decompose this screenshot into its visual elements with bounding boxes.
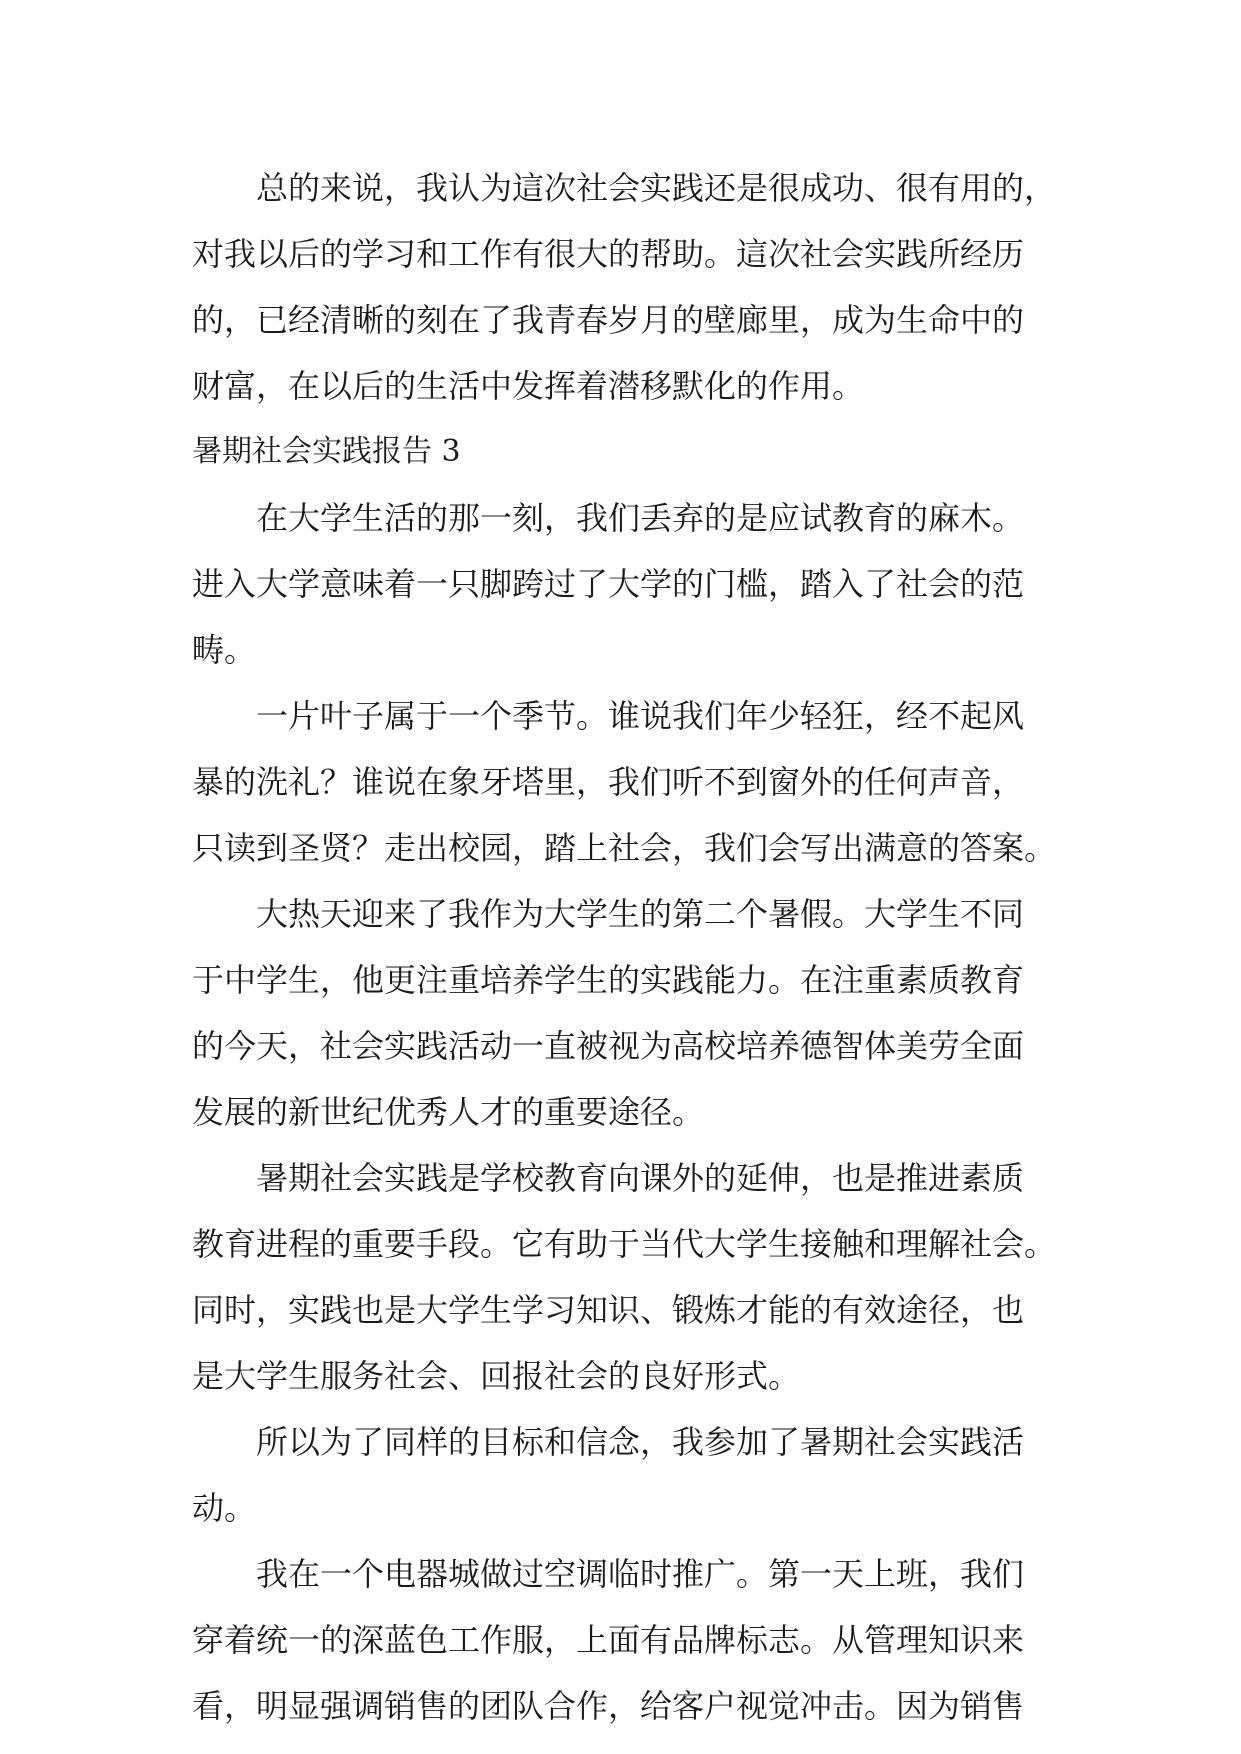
paragraph: [192, 1145, 1057, 1409]
paragraph: [192, 1409, 1052, 1541]
text-line: 发展的新世纪优秀人才的重要途径。: [192, 1093, 705, 1131]
text-line: 暑期社会实践是学校教育向课外的延伸，也是推进素质: [256, 1159, 1025, 1197]
text-line: 只读到圣贤？走出校园，踏上社会，我们会写出满意的答案。: [192, 829, 1057, 867]
section-title: 暑期社会实践报告 3: [192, 434, 461, 469]
text-line: 总的来说，我认为這次社会实践还是很成功、很有用的，: [256, 169, 1057, 207]
paragraph: [192, 881, 1052, 1145]
text-line: 我在一个电器城做过空调临时推广。第一天上班，我们: [256, 1555, 1025, 1593]
text-line: 看，明显强调销售的团队合作，给客户视觉冲击。因为销售: [192, 1687, 1025, 1725]
text-line: 是大学生服务社会、回报社会的良好形式。: [192, 1357, 801, 1395]
paragraph: [192, 485, 1052, 683]
text-line: 在大学生活的那一刻，我们丢弃的是应试教育的麻木。: [256, 499, 1025, 537]
text-line: 穿着统一的深蓝色工作服，上面有品牌标志。从管理知识来: [192, 1621, 1025, 1659]
text-line: 的，已经清晰的刻在了我青春岁月的壁廊里，成为生命中的: [192, 301, 1025, 339]
text-line: 畴。: [192, 631, 257, 669]
paragraph: [192, 1541, 1052, 1739]
text-line: 动。: [192, 1489, 257, 1527]
text-line: 一片叶子属于一个季节。谁说我们年少轻狂，经不起风: [256, 697, 1025, 735]
text-line: 财富，在以后的生活中发挥着潜移默化的作用。: [192, 367, 865, 405]
text-line: 进入大学意味着一只脚跨过了大学的门槛，踏入了社会的范: [192, 565, 1025, 603]
text-line: 同时，实践也是大学生学习知识、锻炼才能的有效途径，也: [192, 1291, 1025, 1329]
paragraph: [192, 155, 1057, 419]
text-line: 对我以后的学习和工作有很大的帮助。這次社会实践所经历: [192, 235, 1025, 273]
document-body: [192, 155, 1057, 1739]
text-line: 大热天迎来了我作为大学生的第二个暑假。大学生不同: [256, 895, 1025, 933]
text-line: 教育进程的重要手段。它有助于当代大学生接触和理解社会。: [192, 1225, 1057, 1263]
text-line: 所以为了同样的目标和信念，我参加了暑期社会实践活: [256, 1423, 1025, 1461]
paragraph: [192, 683, 1057, 881]
text-line: 于中学生，他更注重培养学生的实践能力。在注重素质教育: [192, 961, 1025, 999]
text-line: 暴的洗礼？谁说在象牙塔里，我们听不到窗外的任何声音，: [192, 763, 1025, 801]
text-line: 的今天，社会实践活动一直被视为高校培养德智体美劳全面: [192, 1027, 1025, 1065]
